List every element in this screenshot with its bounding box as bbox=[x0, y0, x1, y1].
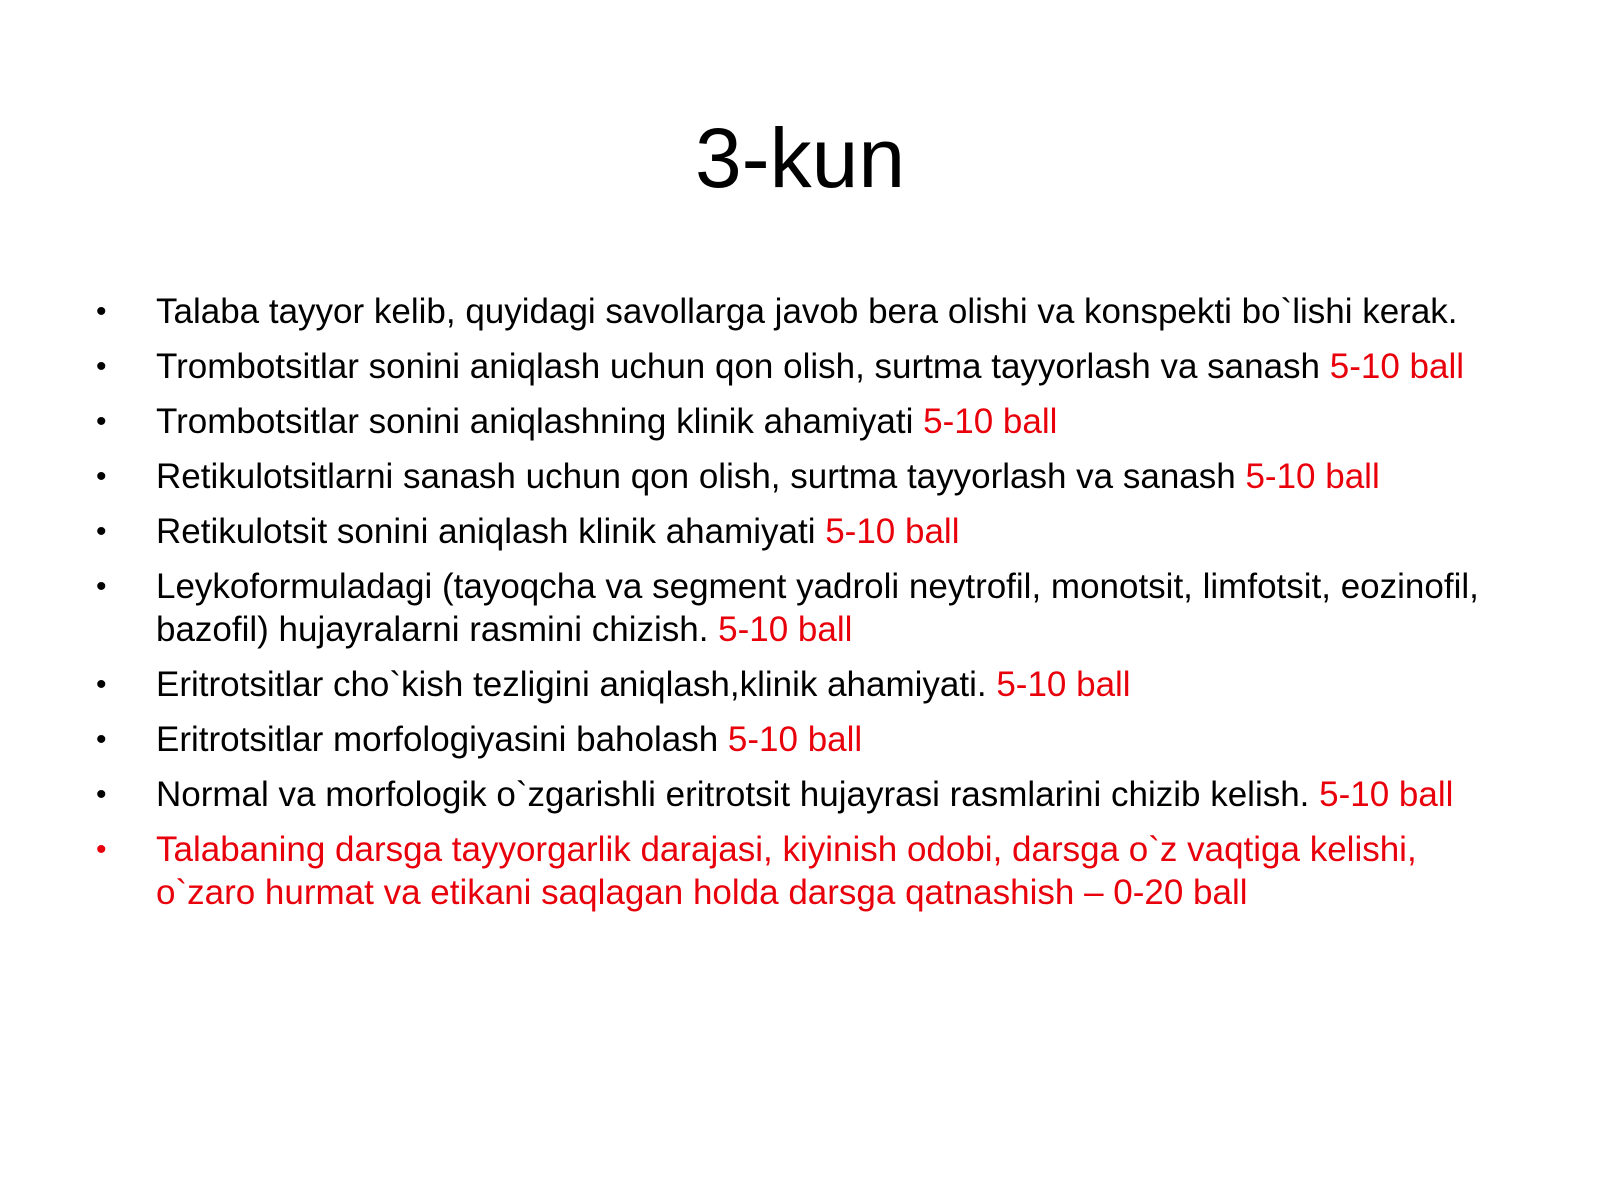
list-item bbox=[0, 345, 1600, 388]
list-item bbox=[0, 663, 1600, 706]
list-item bbox=[0, 290, 1600, 333]
bullet-icon: • bbox=[96, 515, 107, 548]
item-score: 5-10 ball bbox=[1245, 457, 1380, 496]
item-score: 5-10 ball bbox=[825, 512, 960, 551]
item-text: Eritrotsitlar cho`kish tezligini aniqlash,klinik ahamiyati. bbox=[156, 665, 997, 704]
list-item bbox=[0, 510, 1600, 553]
item-text: Normal va morfologik o`zgarishli eritrotsit hujayrasi rasmlarini chizib kelish. bbox=[156, 775, 1320, 814]
item-text: Talaba tayyor kelib, quyidagi savollarga javob bera olishi va konspekti bo`lishi kerak. bbox=[156, 292, 1458, 331]
bullet-icon: • bbox=[96, 350, 107, 383]
item-score: 5-10 ball bbox=[727, 720, 863, 759]
item-text: Trombotsitlar sonini aniqlashning klinik ahamiyati bbox=[156, 402, 924, 441]
bullet-icon: • bbox=[96, 723, 107, 756]
bullet-icon: • bbox=[96, 778, 107, 811]
list-item bbox=[0, 400, 1600, 443]
bullet-icon: • bbox=[96, 570, 107, 603]
item-score: 5-10 ball bbox=[1319, 775, 1454, 814]
item-text: Leykoformuladagi (tayoqcha va segment yadroli neytrofil, monotsit, limfotsit, eozinofil, bazofil) hujayralarni rasmini chizish. bbox=[156, 567, 1479, 649]
bullet-icon: • bbox=[96, 833, 107, 866]
bullet-icon: • bbox=[96, 668, 107, 701]
item-text: Retikulotsit sonini aniqlash klinik ahamiyati bbox=[156, 512, 826, 551]
list-item bbox=[0, 718, 1600, 761]
item-score: 5-10 ball bbox=[1329, 347, 1465, 386]
slide-title: 3-kun bbox=[694, 111, 906, 205]
item-score: 5-10 ball bbox=[718, 610, 853, 649]
bullet-icon: • bbox=[96, 460, 107, 493]
list-item bbox=[0, 828, 1600, 914]
bullet-list bbox=[0, 290, 1600, 926]
bullet-icon: • bbox=[96, 295, 107, 328]
item-text: Trombotsitlar sonini aniqlash uchun qon olish, surtma tayyorlash va sanash bbox=[156, 347, 1330, 386]
list-item bbox=[0, 565, 1600, 651]
item-text: Talabaning darsga tayyorgarlik darajasi, kiyinish odobi, darsga o`z vaqtiga kelishi, o`zaro hurmat va etikani saqlagan holda darsga qatnashish – 0-20 ball bbox=[156, 830, 1417, 912]
bullet-icon: • bbox=[96, 405, 107, 438]
list-item bbox=[0, 455, 1600, 498]
item-text: Eritrotsitlar morfologiyasini baholash bbox=[156, 720, 728, 759]
item-score: 5-10 ball bbox=[923, 402, 1058, 441]
item-score: 5-10 ball bbox=[996, 665, 1131, 704]
item-text: Retikulotsitlarni sanash uchun qon olish, surtma tayyorlash va sanash bbox=[156, 457, 1246, 496]
list-item bbox=[0, 773, 1600, 816]
